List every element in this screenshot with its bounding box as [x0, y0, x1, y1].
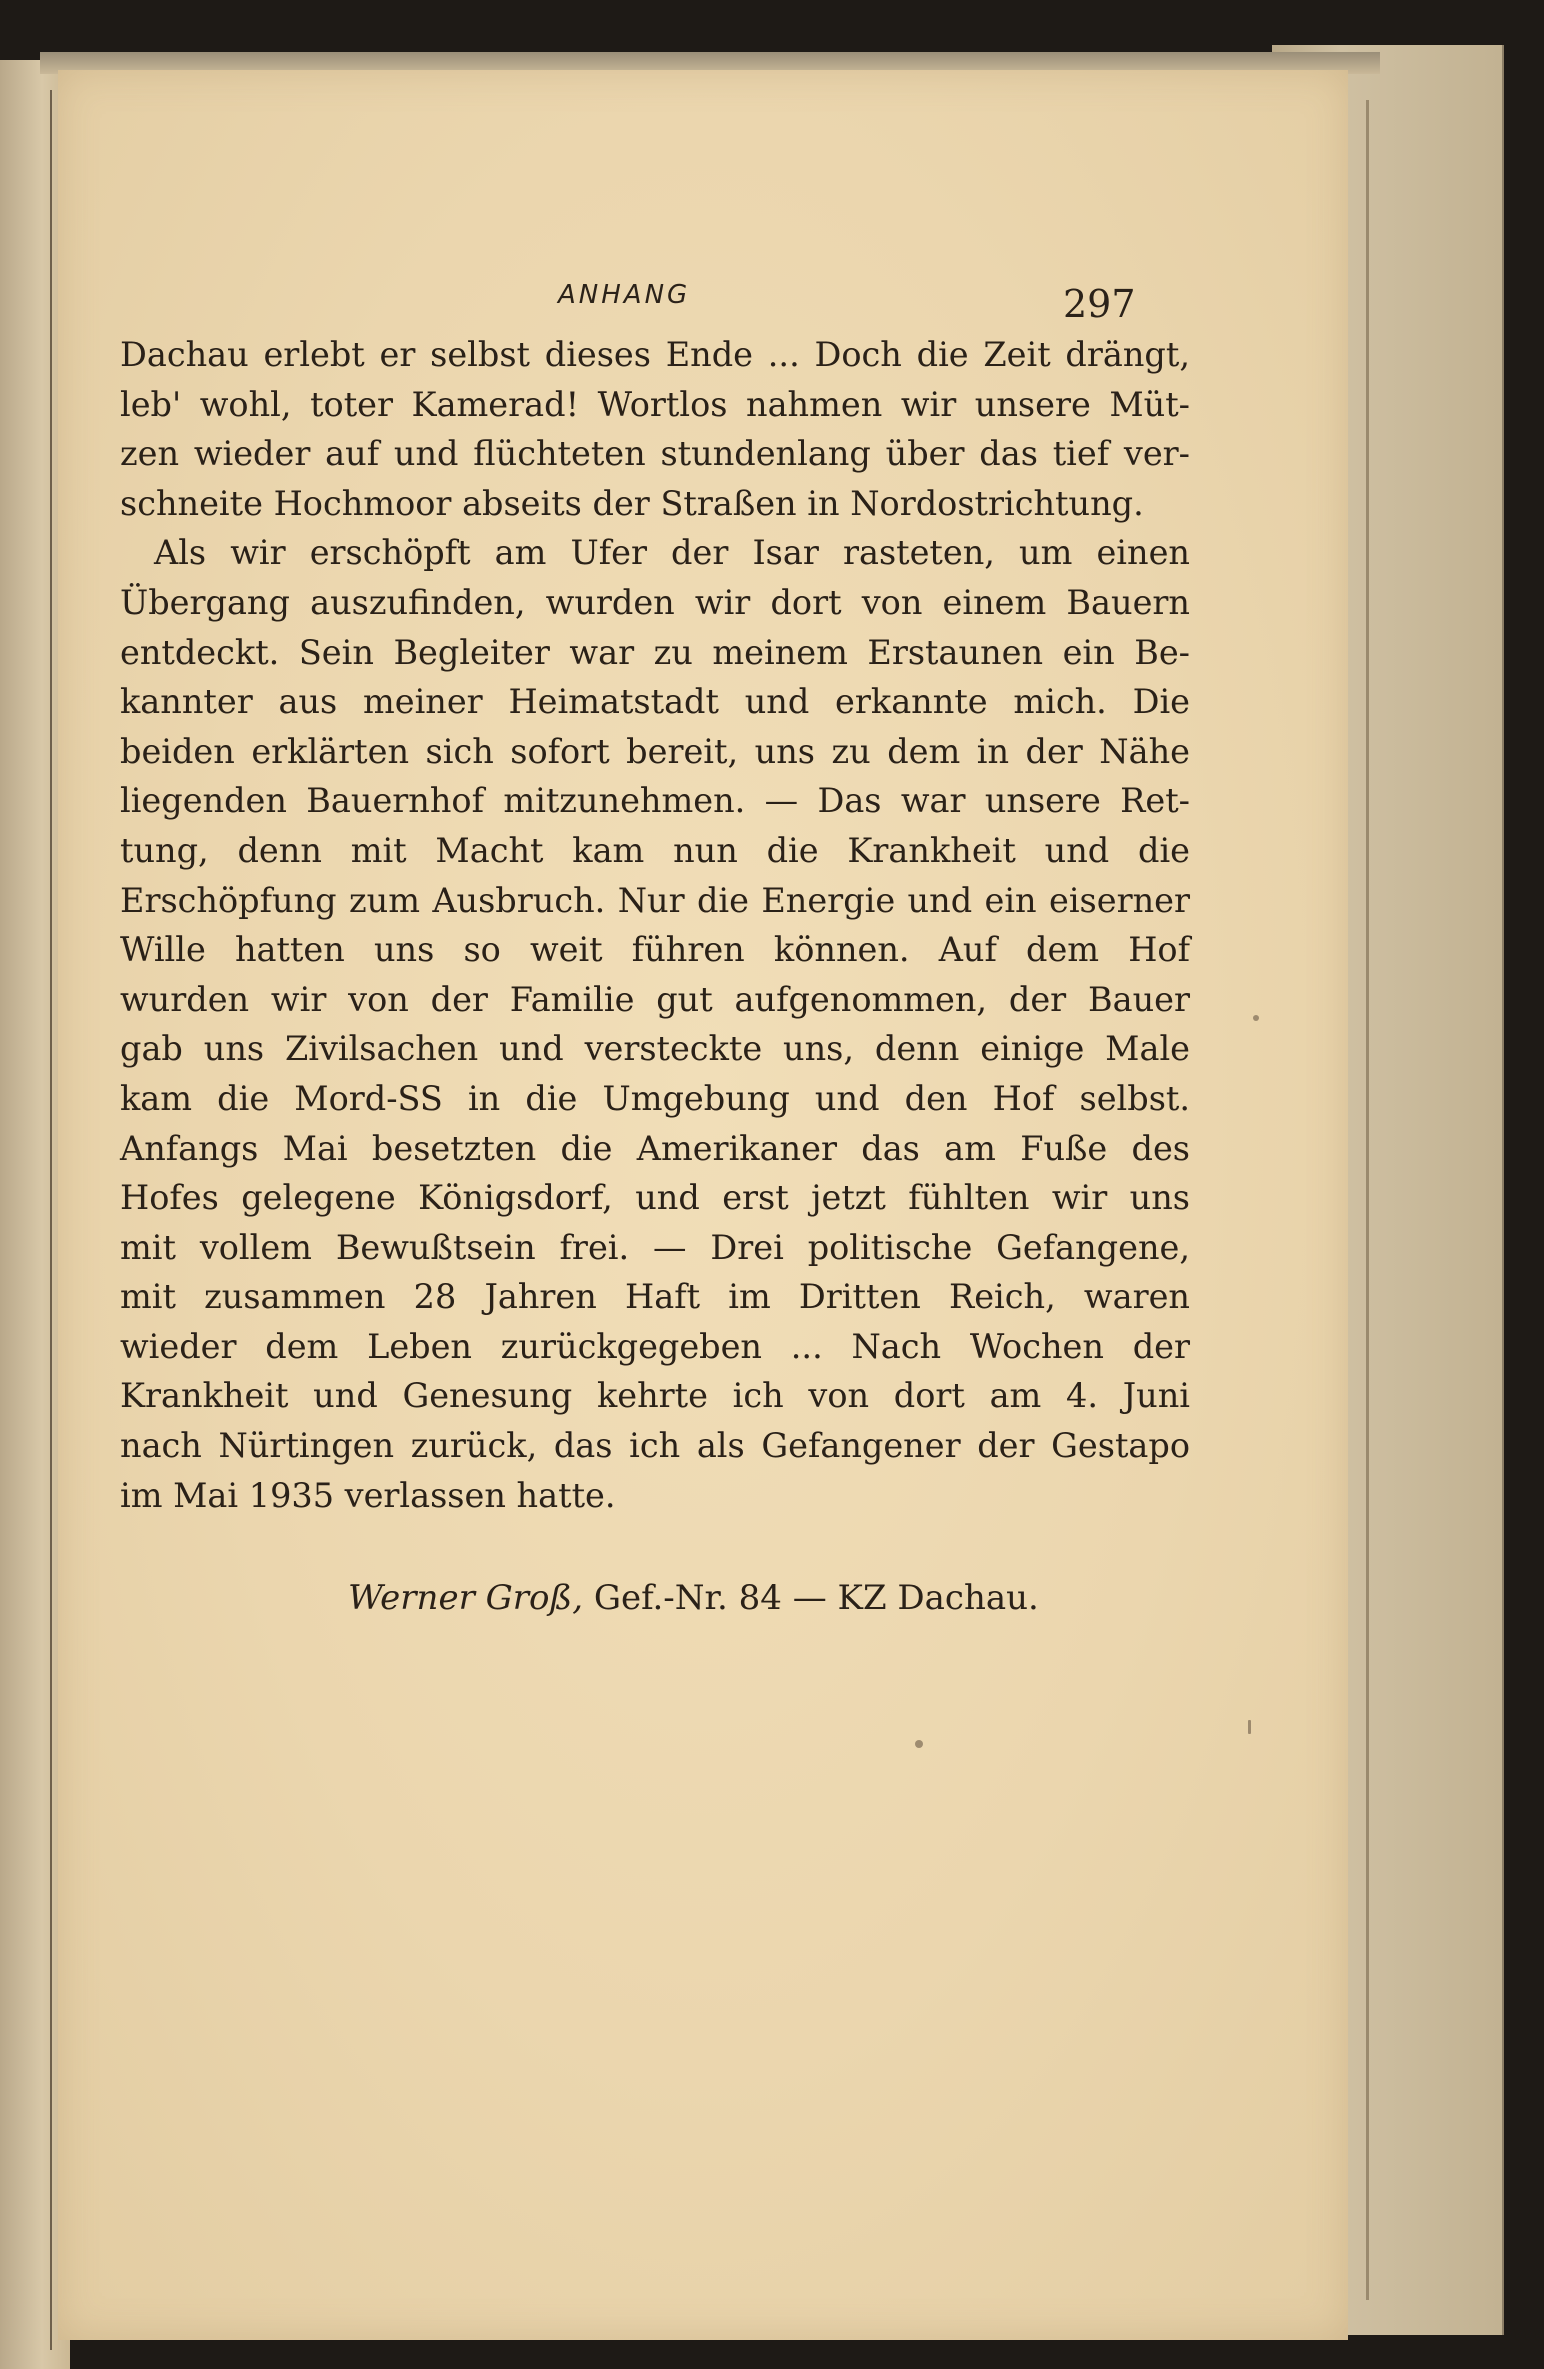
author-name: Werner Groß, [348, 1578, 584, 1618]
text-line: Wille hatten uns so weit führen können. Auf dem Hof [120, 930, 1190, 970]
text-line: schneite Hochmoor abseits der Straßen in Nordostrichtung. [120, 483, 1144, 523]
signature-line [348, 1578, 1039, 1618]
text-line: beiden erklärten sich sofort bereit, uns zu dem in der Nähe [120, 731, 1190, 771]
text-line: Hofes gelegene Königsdorf, und erst jetzt fühlten wir uns [120, 1178, 1190, 1218]
book-page [58, 70, 1348, 2340]
paper-speck [1253, 1015, 1259, 1021]
text-line: wurden wir von der Familie gut aufgenommen, der Bauer [120, 979, 1190, 1019]
text-line: nach Nürtingen zurück, das ich als Gefangener der Gestapo [120, 1426, 1190, 1466]
page-header [58, 270, 1348, 330]
text-line: liegenden Bauernhof mitzunehmen. — Das war unsere Ret- [120, 781, 1190, 821]
text-line: Erschöpfung zum Ausbruch. Nur die Energie und ein eiserner [120, 880, 1190, 920]
author-details: Gef.-Nr. 84 — KZ Dachau. [583, 1578, 1039, 1618]
text-line: Übergang auszufinden, wurden wir dort von einem Bauern [120, 582, 1190, 622]
paper-speck [915, 1740, 923, 1748]
gutter-line [50, 90, 52, 2350]
text-line: Dachau erlebt er selbst dieses Ende ... Doch die Zeit drängt, [120, 335, 1190, 374]
page-number: 297 [1063, 282, 1136, 326]
text-line: kam die Mord-SS in die Umgebung und den Hof selbst. [120, 1078, 1190, 1118]
text-line: zen wieder auf und flüchteten stundenlang über das tief ver- [120, 434, 1190, 474]
text-line: im Mai 1935 verlassen hatte. [120, 1475, 616, 1515]
text-line: gab uns Zivilsachen und versteckte uns, denn einige Male [120, 1029, 1190, 1069]
text-line: Als wir erschöpft am Ufer der Isar rasteten, um einen [154, 533, 1190, 573]
text-line: entdeckt. Sein Begleiter war zu meinem Erstaunen ein Be- [120, 632, 1190, 672]
text-line: Anfangs Mai besetzten die Amerikaner das am Fuße des [120, 1128, 1190, 1168]
text-line: Krankheit und Genesung kehrte ich von dort am 4. Juni [120, 1376, 1190, 1416]
text-line: wieder dem Leben zurückgegeben ... Nach Wochen der [120, 1326, 1190, 1366]
text-line: tung, denn mit Macht kam nun die Krankheit und die [120, 830, 1190, 870]
text-line: kannter aus meiner Heimatstadt und erkannte mich. Die [120, 682, 1190, 722]
text-line: leb' wohl, toter Kamerad! Wortlos nahmen wir unsere Müt- [120, 384, 1190, 424]
text-line: mit zusammen 28 Jahren Haft im Dritten Reich, waren [120, 1277, 1190, 1317]
running-head: ANHANG [558, 280, 691, 310]
text-line: mit vollem Bewußtsein frei. — Drei politische Gefangene, [120, 1227, 1190, 1267]
paper-speck [1248, 1720, 1251, 1734]
cover-edge-line [1366, 100, 1369, 2300]
body-text [120, 330, 1190, 1520]
